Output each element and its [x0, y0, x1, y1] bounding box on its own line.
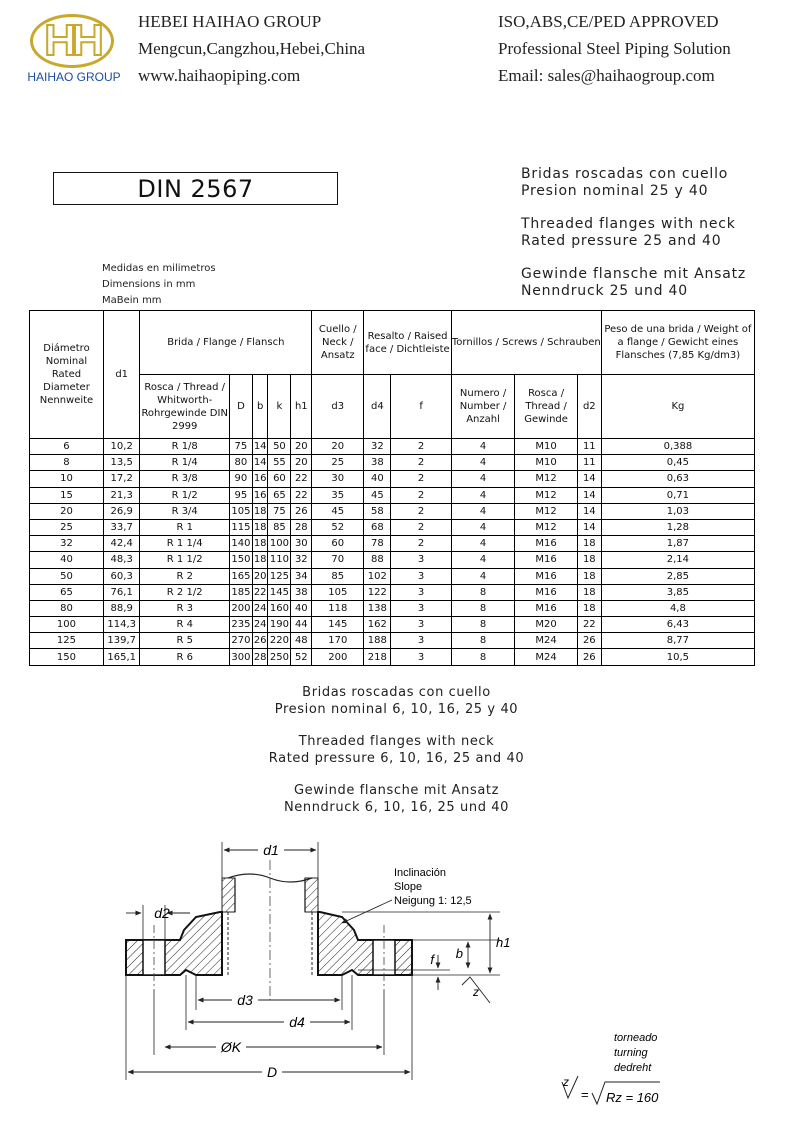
- cell-h1: 30: [291, 536, 312, 552]
- cell-b: 26: [252, 633, 268, 649]
- intro-de-1: Gewinde flansche mit Ansatz: [521, 266, 747, 282]
- slope-es: Inclinación: [394, 867, 446, 879]
- logo-mark: HH: [44, 16, 100, 65]
- cell-d1: 13,5: [103, 455, 139, 471]
- cell-d1: 17,2: [103, 471, 139, 487]
- label-d1: d1: [263, 842, 279, 858]
- cell-d3: 25: [312, 455, 364, 471]
- cell-D: 90: [229, 471, 252, 487]
- header-d2: d2: [577, 375, 601, 439]
- cell-b: 20: [252, 568, 268, 584]
- cell-d2: 22: [577, 617, 601, 633]
- flange-body: [126, 860, 412, 1000]
- slope-de: Neigung 1: 12,5: [394, 895, 472, 907]
- turn-en: turning: [614, 1047, 648, 1059]
- cell-k: 220: [268, 633, 291, 649]
- company-name: HEBEI HAIHAO GROUP: [138, 12, 322, 31]
- cell-k: 160: [268, 600, 291, 616]
- cell-k: 75: [268, 503, 291, 519]
- cell-kg: 0,71: [601, 487, 754, 503]
- header-kg: Kg: [601, 375, 754, 439]
- cell-n: 8: [451, 649, 515, 665]
- cell-h1: 40: [291, 600, 312, 616]
- cell-n: 8: [451, 600, 515, 616]
- cell-d3: 52: [312, 519, 364, 535]
- cell-kg: 0,45: [601, 455, 754, 471]
- cell-b: 24: [252, 600, 268, 616]
- cell-dn: 32: [30, 536, 104, 552]
- company-website: www.haihaopiping.com: [138, 66, 301, 85]
- cell-n: 4: [451, 455, 515, 471]
- cell-h1: 28: [291, 519, 312, 535]
- header-d3: d3: [312, 375, 364, 439]
- surface-finish: [562, 1032, 660, 1105]
- cell-dn: 40: [30, 552, 104, 568]
- finish-z: z: [563, 1075, 569, 1089]
- cell-n: 8: [451, 584, 515, 600]
- cell-d1: 26,9: [103, 503, 139, 519]
- cell-n: 8: [451, 633, 515, 649]
- header-D: D: [229, 375, 252, 439]
- cell-h1: 22: [291, 487, 312, 503]
- cell-dn: 50: [30, 568, 104, 584]
- cell-thread: R 1/2: [140, 487, 230, 503]
- cell-n: 4: [451, 552, 515, 568]
- cell-kg: 3,85: [601, 584, 754, 600]
- table-row: [30, 487, 755, 503]
- cell-d3: 30: [312, 471, 364, 487]
- dimension-bottom: [126, 975, 412, 1080]
- cell-bolt: M20: [515, 617, 577, 633]
- header-number: Numero / Number / Anzahl: [451, 375, 515, 439]
- cell-bolt: M16: [515, 552, 577, 568]
- table-body: [30, 439, 755, 666]
- cell-dn: 150: [30, 649, 104, 665]
- cell-b: 16: [252, 487, 268, 503]
- cell-D: 235: [229, 617, 252, 633]
- cell-d4: 58: [364, 503, 391, 519]
- cell-thread: R 3/8: [140, 471, 230, 487]
- intro-de-2: Nenndruck 25 und 40: [521, 283, 688, 299]
- dimension-d2: [126, 905, 190, 940]
- cell-d4: 122: [364, 584, 391, 600]
- cell-n: 8: [451, 617, 515, 633]
- dimension-d1: [222, 840, 318, 878]
- cell-f: 2: [391, 439, 451, 455]
- table-row: [30, 471, 755, 487]
- cell-h1: 20: [291, 455, 312, 471]
- table-row: [30, 552, 755, 568]
- cell-f: 3: [391, 584, 451, 600]
- cell-d1: 10,2: [103, 439, 139, 455]
- cell-dn: 100: [30, 617, 104, 633]
- label-d4: d4: [289, 1014, 305, 1030]
- slope-note: [342, 867, 472, 923]
- cell-D: 140: [229, 536, 252, 552]
- cell-k: 100: [268, 536, 291, 552]
- units-de: MaBein mm: [102, 295, 162, 306]
- cell-d1: 114,3: [103, 617, 139, 633]
- cell-h1: 20: [291, 439, 312, 455]
- table-row: [30, 600, 755, 616]
- cell-d3: 200: [312, 649, 364, 665]
- cell-d2: 14: [577, 471, 601, 487]
- cell-d4: 218: [364, 649, 391, 665]
- lower-de-2: Nenndruck 6, 10, 16, 25 und 40: [283, 800, 510, 815]
- cell-bolt: M24: [515, 633, 577, 649]
- lower-en-1: Threaded flanges with neck: [298, 734, 495, 749]
- cell-D: 75: [229, 439, 252, 455]
- cell-k: 145: [268, 584, 291, 600]
- cell-kg: 0,388: [601, 439, 754, 455]
- intro-en-1: Threaded flanges with neck: [521, 216, 736, 232]
- table-row: [30, 568, 755, 584]
- cell-D: 80: [229, 455, 252, 471]
- intro-es-2: Presion nominal 25 y 40: [521, 183, 709, 199]
- cell-d2: 14: [577, 487, 601, 503]
- table-row: [30, 617, 755, 633]
- table-row: [30, 536, 755, 552]
- cell-bolt: M12: [515, 519, 577, 535]
- cell-d4: 78: [364, 536, 391, 552]
- cell-thread: R 4: [140, 617, 230, 633]
- company-email: Email: sales@haihaogroup.com: [498, 66, 715, 85]
- cell-thread: R 5: [140, 633, 230, 649]
- cell-k: 50: [268, 439, 291, 455]
- cell-kg: 1,03: [601, 503, 754, 519]
- lower-de-1: Gewinde flansche mit Ansatz: [293, 783, 500, 798]
- cell-h1: 34: [291, 568, 312, 584]
- cell-f: 3: [391, 617, 451, 633]
- cell-d1: 139,7: [103, 633, 139, 649]
- cell-f: 2: [391, 455, 451, 471]
- cell-f: 3: [391, 568, 451, 584]
- cell-h1: 52: [291, 649, 312, 665]
- turn-de: dedreht: [614, 1062, 652, 1074]
- cell-d1: 88,9: [103, 600, 139, 616]
- cell-kg: 2,14: [601, 552, 754, 568]
- cell-kg: 4,8: [601, 600, 754, 616]
- header-bolt-thread: Rosca / Thread / Gewinde: [515, 375, 577, 439]
- cell-thread: R 6: [140, 649, 230, 665]
- header-bolts: Tornillos / Screws / Schrauben: [451, 311, 601, 375]
- cell-bolt: M16: [515, 568, 577, 584]
- label-b: b: [455, 946, 463, 961]
- cell-dn: 80: [30, 600, 104, 616]
- cell-k: 190: [268, 617, 291, 633]
- table-row: [30, 584, 755, 600]
- cell-d2: 18: [577, 584, 601, 600]
- logo-caption: HAIHAO GROUP: [27, 70, 121, 84]
- cell-dn: 10: [30, 471, 104, 487]
- cell-k: 110: [268, 552, 291, 568]
- cell-b: 16: [252, 471, 268, 487]
- units-es: Medidas en milimetros: [102, 263, 216, 274]
- header-nominal: Diámetro Nominal Rated Diameter Nennweite: [30, 311, 104, 439]
- cell-d4: 45: [364, 487, 391, 503]
- cell-D: 105: [229, 503, 252, 519]
- cell-d1: 33,7: [103, 519, 139, 535]
- cell-f: 3: [391, 633, 451, 649]
- cell-dn: 8: [30, 455, 104, 471]
- cell-thread: R 1/4: [140, 455, 230, 471]
- finish-value: Rz = 160: [606, 1090, 659, 1105]
- cell-thread: R 1/8: [140, 439, 230, 455]
- cell-kg: 2,85: [601, 568, 754, 584]
- cell-b: 18: [252, 519, 268, 535]
- cell-n: 4: [451, 503, 515, 519]
- cell-d1: 76,1: [103, 584, 139, 600]
- cell-d4: 162: [364, 617, 391, 633]
- header-flange: Brida / Flange / Flansch: [140, 311, 312, 375]
- cell-bolt: M12: [515, 503, 577, 519]
- label-D: D: [266, 1064, 278, 1080]
- cell-d3: 20: [312, 439, 364, 455]
- intro-es-1: Bridas roscadas con cuello: [521, 166, 729, 182]
- cell-n: 4: [451, 487, 515, 503]
- cell-h1: 38: [291, 584, 312, 600]
- cell-kg: 8,77: [601, 633, 754, 649]
- header-neck: Cuello / Neck / Ansatz: [312, 311, 364, 375]
- cell-d3: 118: [312, 600, 364, 616]
- company-address: Mengcun,Cangzhou,Hebei,China: [138, 39, 366, 58]
- cell-d4: 188: [364, 633, 391, 649]
- dimensions-table: [29, 310, 755, 666]
- cell-d2: 26: [577, 633, 601, 649]
- label-d2: d2: [154, 905, 170, 921]
- cell-dn: 25: [30, 519, 104, 535]
- cell-kg: 0,63: [601, 471, 754, 487]
- cell-thread: R 3: [140, 600, 230, 616]
- cell-d2: 14: [577, 519, 601, 535]
- cell-dn: 65: [30, 584, 104, 600]
- cell-d1: 21,3: [103, 487, 139, 503]
- cell-bolt: M16: [515, 536, 577, 552]
- cell-b: 28: [252, 649, 268, 665]
- slogan: Professional Steel Piping Solution: [498, 39, 731, 58]
- header-thread: Rosca / Thread / Whitworth-Rohrgewinde DIN 2999: [140, 375, 230, 439]
- cell-k: 65: [268, 487, 291, 503]
- cell-d4: 40: [364, 471, 391, 487]
- cell-k: 125: [268, 568, 291, 584]
- cell-D: 150: [229, 552, 252, 568]
- cell-b: 22: [252, 584, 268, 600]
- cell-D: 200: [229, 600, 252, 616]
- cell-bolt: M12: [515, 487, 577, 503]
- cell-bolt: M10: [515, 455, 577, 471]
- cell-D: 270: [229, 633, 252, 649]
- cell-k: 60: [268, 471, 291, 487]
- cell-f: 2: [391, 519, 451, 535]
- cell-b: 24: [252, 617, 268, 633]
- table-row: [30, 633, 755, 649]
- cell-d4: 138: [364, 600, 391, 616]
- cell-d3: 35: [312, 487, 364, 503]
- cell-h1: 44: [291, 617, 312, 633]
- cell-d2: 14: [577, 503, 601, 519]
- cell-d2: 18: [577, 552, 601, 568]
- cell-f: 2: [391, 471, 451, 487]
- cell-thread: R 1 1/2: [140, 552, 230, 568]
- cell-n: 4: [451, 568, 515, 584]
- label-h1: h1: [496, 935, 511, 950]
- cell-d3: 70: [312, 552, 364, 568]
- header-d4: d4: [364, 375, 391, 439]
- finish-eq: =: [581, 1087, 589, 1102]
- label-d3: d3: [237, 992, 253, 1008]
- lower-es-1: Bridas roscadas con cuello: [302, 685, 491, 700]
- label-k: ØK: [220, 1039, 242, 1055]
- cell-n: 4: [451, 439, 515, 455]
- flange-drawing: [0, 825, 793, 1122]
- cell-bolt: M16: [515, 584, 577, 600]
- header-h1: h1: [291, 375, 312, 439]
- cell-h1: 48: [291, 633, 312, 649]
- cell-thread: R 1: [140, 519, 230, 535]
- cell-d4: 88: [364, 552, 391, 568]
- cell-d4: 32: [364, 439, 391, 455]
- cell-kg: 1,28: [601, 519, 754, 535]
- header-f: f: [391, 375, 451, 439]
- cell-b: 18: [252, 552, 268, 568]
- cell-d2: 18: [577, 536, 601, 552]
- cell-d4: 38: [364, 455, 391, 471]
- cell-thread: R 2: [140, 568, 230, 584]
- cell-d1: 48,3: [103, 552, 139, 568]
- cell-bolt: M10: [515, 439, 577, 455]
- cell-f: 2: [391, 536, 451, 552]
- cell-D: 165: [229, 568, 252, 584]
- cell-n: 4: [451, 536, 515, 552]
- cell-kg: 10,5: [601, 649, 754, 665]
- cell-d2: 26: [577, 649, 601, 665]
- page-title: DIN 2567: [53, 172, 338, 205]
- cell-D: 115: [229, 519, 252, 535]
- cell-h1: 26: [291, 503, 312, 519]
- cell-d3: 60: [312, 536, 364, 552]
- lower-en-2: Rated pressure 6, 10, 16, 25 and 40: [268, 751, 525, 766]
- cell-bolt: M12: [515, 471, 577, 487]
- cell-dn: 125: [30, 633, 104, 649]
- cell-f: 3: [391, 600, 451, 616]
- turn-es: torneado: [614, 1032, 658, 1044]
- cell-b: 14: [252, 455, 268, 471]
- cell-kg: 1,87: [601, 536, 754, 552]
- cell-thread: R 1 1/4: [140, 536, 230, 552]
- cell-d4: 68: [364, 519, 391, 535]
- header-b: b: [252, 375, 268, 439]
- cell-b: 18: [252, 536, 268, 552]
- cell-d3: 85: [312, 568, 364, 584]
- cell-b: 14: [252, 439, 268, 455]
- cell-dn: 6: [30, 439, 104, 455]
- cell-f: 3: [391, 649, 451, 665]
- cell-h1: 22: [291, 471, 312, 487]
- intro-en-2: Rated pressure 25 and 40: [521, 233, 722, 249]
- slope-en: Slope: [394, 881, 423, 893]
- cell-k: 250: [268, 649, 291, 665]
- cell-kg: 6,43: [601, 617, 754, 633]
- cell-D: 185: [229, 584, 252, 600]
- label-z: z: [473, 985, 479, 999]
- cell-k: 85: [268, 519, 291, 535]
- table-row: [30, 455, 755, 471]
- cell-bolt: M16: [515, 600, 577, 616]
- cell-D: 95: [229, 487, 252, 503]
- cell-d3: 170: [312, 633, 364, 649]
- cell-d1: 60,3: [103, 568, 139, 584]
- cell-d3: 145: [312, 617, 364, 633]
- header-raised-face: Resalto / Raised face / Dichtleiste: [364, 311, 451, 375]
- cell-thread: R 3/4: [140, 503, 230, 519]
- table-row: [30, 519, 755, 535]
- cell-f: 2: [391, 503, 451, 519]
- table-row: [30, 439, 755, 455]
- cell-f: 3: [391, 552, 451, 568]
- header-weight: Peso de una brida / Weight of a flange / Gewicht eines Flansches (7,85 Kg/dm3): [601, 311, 754, 375]
- cell-d1: 42,4: [103, 536, 139, 552]
- cell-b: 18: [252, 503, 268, 519]
- cell-dn: 20: [30, 503, 104, 519]
- table-row: [30, 649, 755, 665]
- cell-d2: 18: [577, 600, 601, 616]
- table-row: [30, 503, 755, 519]
- cell-d2: 11: [577, 455, 601, 471]
- cell-D: 300: [229, 649, 252, 665]
- cell-d2: 18: [577, 568, 601, 584]
- cell-d4: 102: [364, 568, 391, 584]
- cell-n: 4: [451, 519, 515, 535]
- units-en: Dimensions in mm: [102, 279, 196, 290]
- header-k: k: [268, 375, 291, 439]
- cell-f: 2: [391, 487, 451, 503]
- cell-d3: 105: [312, 584, 364, 600]
- cell-bolt: M24: [515, 649, 577, 665]
- cell-dn: 15: [30, 487, 104, 503]
- cell-h1: 32: [291, 552, 312, 568]
- approvals: ISO,ABS,CE/PED APPROVED: [498, 12, 719, 31]
- cell-k: 55: [268, 455, 291, 471]
- cell-thread: R 2 1/2: [140, 584, 230, 600]
- label-f: f: [430, 952, 434, 967]
- lower-es-2: Presion nominal 6, 10, 16, 25 y 40: [274, 702, 519, 717]
- cell-n: 4: [451, 471, 515, 487]
- cell-d3: 45: [312, 503, 364, 519]
- cell-d2: 11: [577, 439, 601, 455]
- header-d1: d1: [103, 311, 139, 439]
- cell-d1: 165,1: [103, 649, 139, 665]
